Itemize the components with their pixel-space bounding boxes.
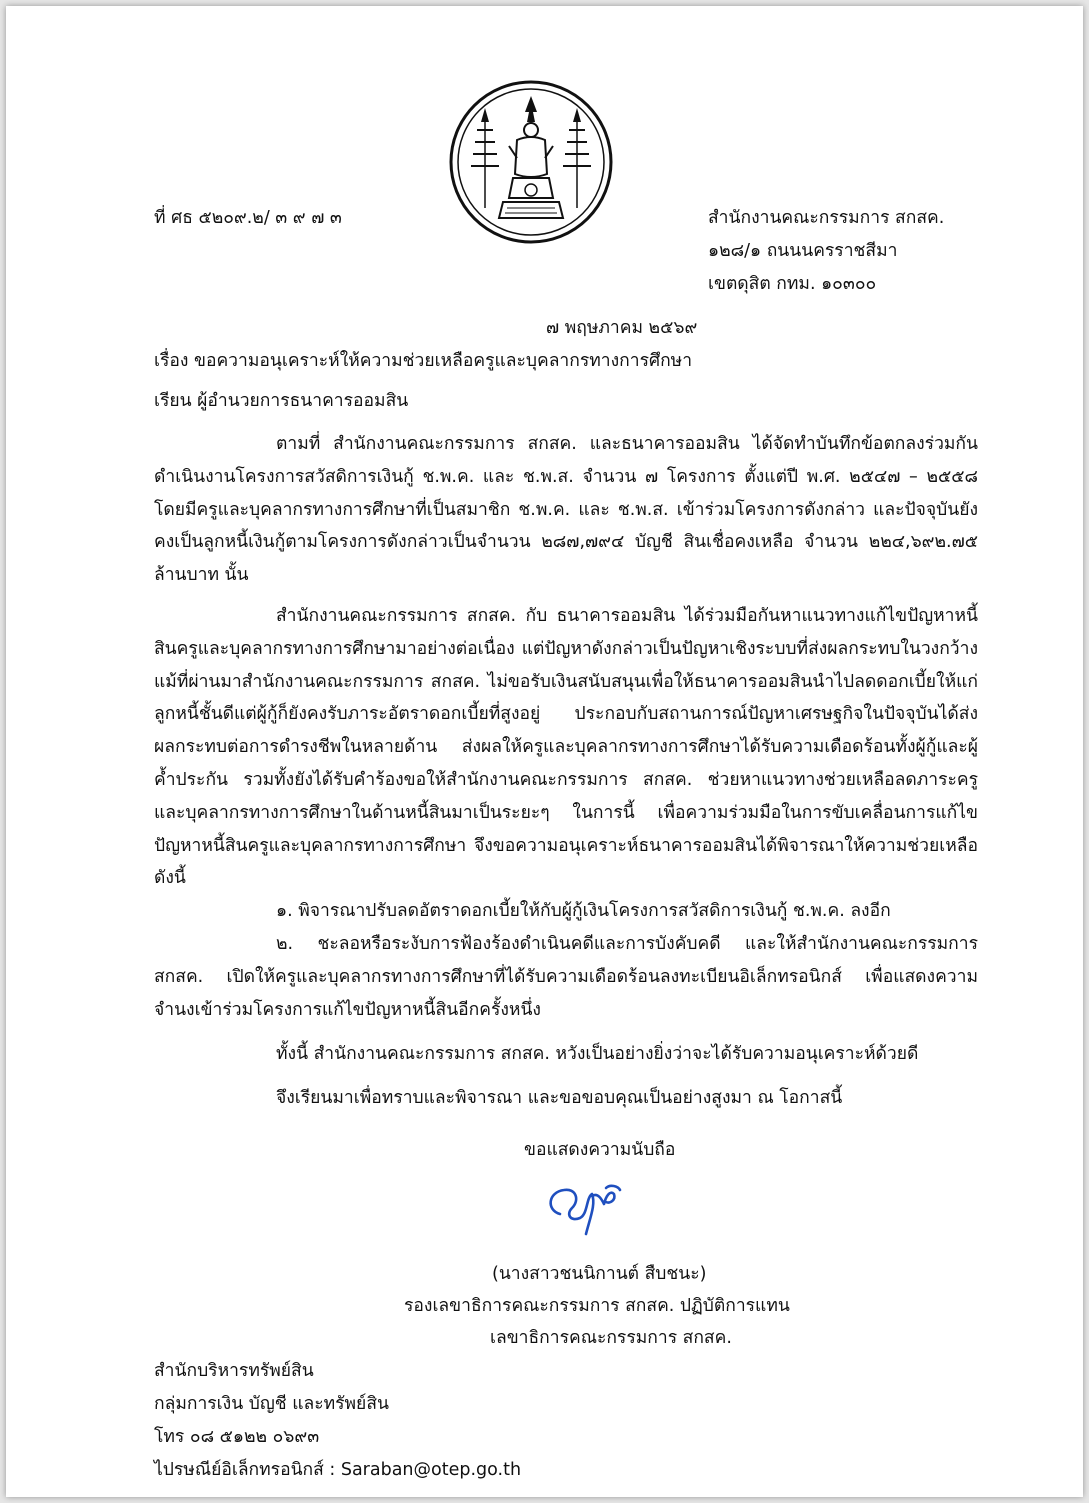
office-address-line-1: ๑๒๘/๑ ถนนนครราชสีมา — [708, 241, 898, 261]
signer-name: (นางสาวชนนิกานต์ สืบชนะ) — [492, 1264, 707, 1284]
body-paragraph-2: สำนักงานคณะกรรมการ สกสค. กับ ธนาคารออมสิน ได้ร่วมมือกันหาแนวทางแก้ไขปัญหาหนี้สินครูและบุคลากรทางการศึกษามาอย่างต่อเนื่อง แต่ปัญหาดังกล่าวเป็นปัญหาเชิงระบบที่ส่งผลกระทบในวงกว้าง แม้ที่ผ่านมาสำนักงานคณะกรรมการ สกสค. ไม่ขอรับเงินสนับสนุนเพื่อให้ธนาคารออมสินนำไปลดดอกเบี้ยให้แก่ลูกหนี้ชั้นดีแต่ผู้กู้ก็ยังคงรับภาระอัตราดอกเบี้ยที่สูงอยู่ ประกอบกับสถานการณ์ปัญหาเศรษฐกิจในปัจจุบันได้ส่งผลกระทบต่อการดำรงชีพในหลายด้าน ส่งผลให้ครูและบุคลากรทางการศึกษาได้รับความเดือดร้อนทั้งผู้กู้และผู้ค้ำประกัน รวมทั้งยังได้รับคำร้องขอให้สำนักงานคณะกรรมการ สกสค. ช่วยหาแนวทางช่วยเหลือลดภาระครูและบุคลากรทางการศึกษาในด้านหนี้สินมาเป็นระยะๆ ในการนี้ เพื่อความร่วมมือในการขับเคลื่อนการแก้ไขปัญหาหนี้สินครูและบุคลากรทางการศึกษา จึงขอความอนุเคราะห์ธนาคารออมสินได้พิจารณาให้ความช่วยเหลือ ดังนี้ — [154, 606, 978, 889]
office-name: สำนักงานคณะกรรมการ สกสค. — [708, 208, 945, 228]
request-item-2: ๒. ชะลอหรือระงับการฟ้องร้องดำเนินคดีและการบังคับคดี และให้สำนักงานคณะกรรมการ สกสค. เปิดให้ครูและบุคลากรทางการศึกษาที่ได้รับความเดือดร้อนลงทะเบียนอิเล็กทรอนิกส์ เพื่อแสดงความจำนงเข้าร่วมโครงการแก้ไขปัญหาหนี้สินอีกครั้งหนึ่ง — [154, 934, 978, 1020]
body-paragraph-3: ทั้งนี้ สำนักงานคณะกรรมการ สกสค. หวังเป็นอย่างยิ่งว่าจะได้รับความอนุเคราะห์ด้วยดี — [276, 1044, 919, 1064]
body-paragraph-4: จึงเรียนมาเพื่อทราบและพิจารณา และขอขอบคุณเป็นอย่างสูงมา ณ โอกาสนี้ — [276, 1088, 843, 1108]
letter-page — [6, 6, 1083, 1497]
letter-date: ๗ พฤษภาคม ๒๕๖๙ — [546, 318, 698, 338]
signer-title-line-1: รองเลขาธิการคณะกรรมการ สกสค. ปฏิบัติการแทน — [404, 1296, 790, 1316]
footer-department: สำนักบริหารทรัพย์สิน — [154, 1361, 314, 1381]
office-address-line-2: เขตดุสิต กทม. ๑๐๓๐๐ — [708, 274, 877, 294]
handwritten-signature — [540, 1174, 630, 1242]
reference-number: ที่ ศธ ๕๒๐๙.๒/ ๓ ๙ ๗ ๓ — [154, 208, 342, 228]
signer-title-line-2: เลขาธิการคณะกรรมการ สกสค. — [490, 1328, 732, 1348]
addressee-line: เรียน ผู้อำนวยการธนาคารออมสิน — [154, 391, 409, 411]
garuda-seal-emblem — [447, 78, 615, 246]
footer-phone: โทร ๐๘ ๕๑๒๒ ๐๖๙๓ — [154, 1427, 320, 1447]
footer-email: ไปรษณีย์อิเล็กทรอนิกส์ : Saraban@otep.go.th — [154, 1460, 522, 1480]
closing-regards: ขอแสดงความนับถือ — [524, 1140, 676, 1160]
footer-group: กลุ่มการเงิน บัญชี และทรัพย์สิน — [154, 1394, 389, 1414]
body-paragraph-1: ตามที่ สำนักงานคณะกรรมการ สกสค. และธนาคารออมสิน ได้จัดทำบันทึกข้อตกลงร่วมกันดำเนินงานโครงการสวัสดิการเงินกู้ ช.พ.ค. และ ช.พ.ส. จำนวน ๗ โครงการ ตั้งแต่ปี พ.ศ. ๒๕๔๗ – ๒๕๕๘ โดยมีครูและบุคลากรทางการศึกษาที่เป็นสมาชิก ช.พ.ค. และ ช.พ.ส. เข้าร่วมโครงการดังกล่าว และปัจจุบันยังคงเป็นลูกหนี้เงินกู้ตามโครงการดังกล่าวเป็นจำนวน ๒๘๗,๗๙๔ บัญชี สินเชื่อคงเหลือ จำนวน ๒๒๔,๖๙๒.๗๕ ล้านบาท นั้น — [154, 434, 978, 586]
request-item-1: ๑. พิจารณาปรับลดอัตราดอกเบี้ยให้กับผู้กู้เงินโครงการสวัสดิการเงินกู้ ช.พ.ค. ลงอีก — [276, 901, 891, 921]
subject-line: เรื่อง ขอความอนุเคราะห์ให้ความช่วยเหลือครูและบุคลากรทางการศึกษา — [154, 351, 693, 371]
